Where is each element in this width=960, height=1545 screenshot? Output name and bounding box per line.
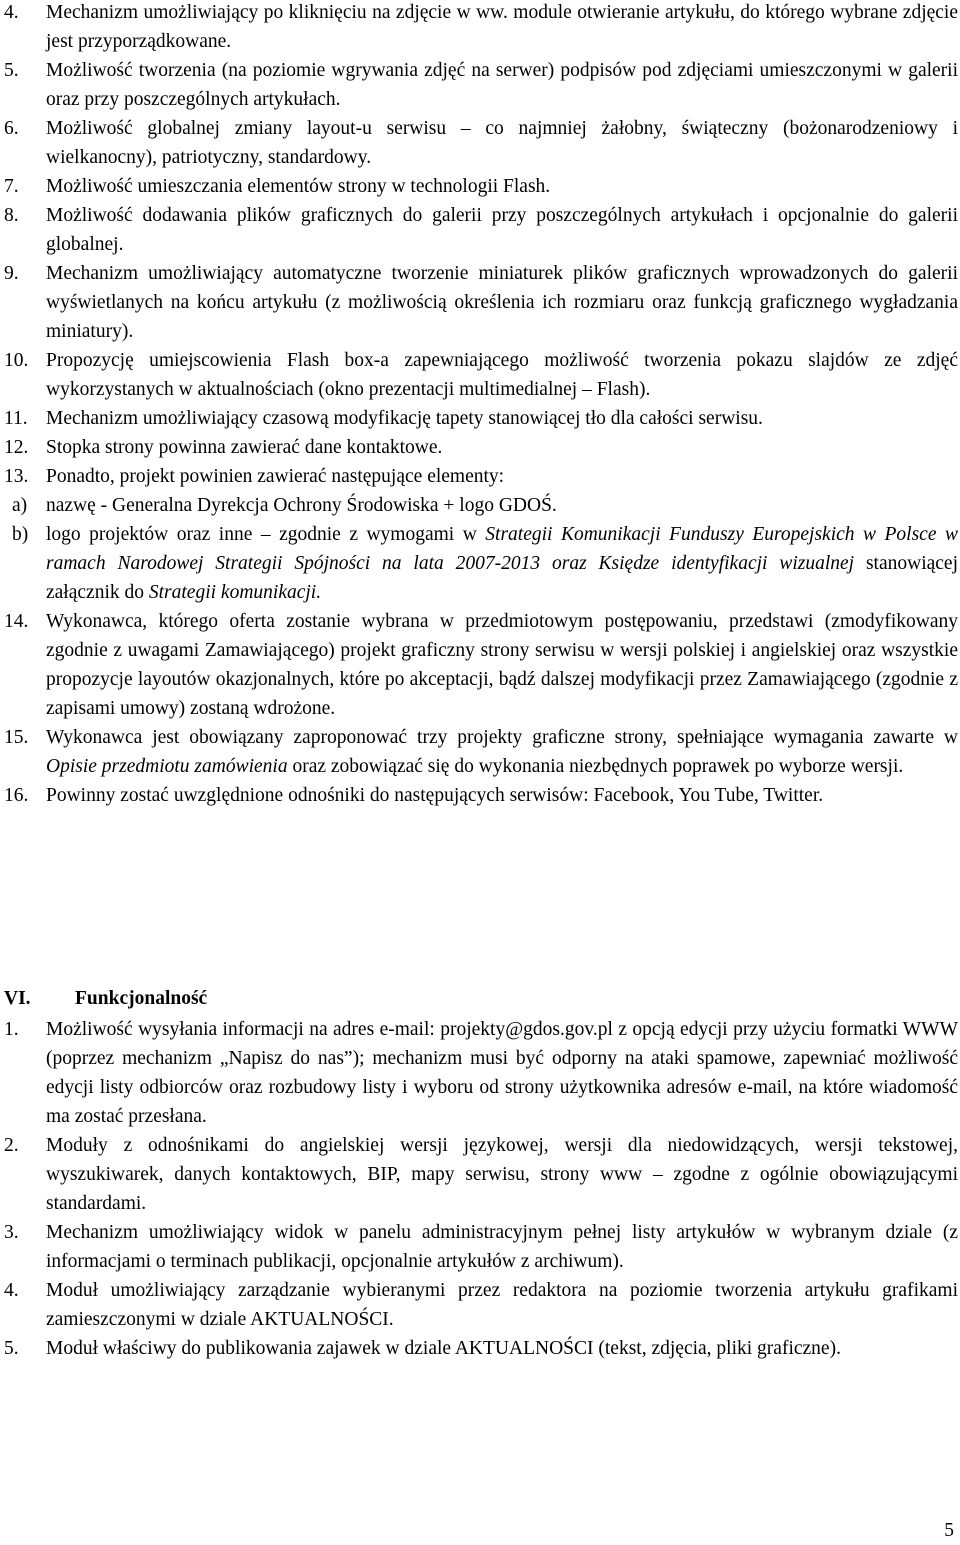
text-run: Wykonawca jest obowiązany zaproponować trzy projekty graficzne strony, spełniające wymagania zawarte w: [46, 727, 958, 748]
item-text: Stopka strony powinna zawierać dane kontaktowe.: [46, 437, 443, 458]
list-item: [0, 781, 958, 810]
italic-text: Opisie przedmiotu zamówienia: [46, 756, 288, 777]
item-number: 8.: [4, 205, 19, 226]
item-number: 13.: [4, 466, 29, 487]
item-text: Moduł umożliwiający zarządzanie wybieranymi przez redaktora na poziomie tworzenia artykułu grafikami zamieszczonymi w dziale AKTUALNOŚCI.: [46, 1280, 958, 1330]
page-number: 5: [944, 1520, 954, 1541]
list-item: [0, 201, 958, 259]
item-number: 14.: [4, 611, 29, 632]
item-number: 3.: [4, 1222, 19, 1243]
item-number: 4.: [4, 1280, 19, 1301]
item-text: Propozycję umiejscowienia Flash box-a zapewniającego możliwość tworzenia pokazu slajdów ze zdjęć wykorzystanych w aktualnościach (okno prezentacji multimedialnej – Flash).: [46, 350, 958, 400]
item-text: Ponadto, projekt powinien zawierać następujące elementy:: [46, 466, 505, 487]
item-text: Możliwość umieszczania elementów strony w technologii Flash.: [46, 176, 551, 197]
item-number: 6.: [4, 118, 19, 139]
item-number: 5.: [4, 1338, 19, 1359]
item-text: Możliwość dodawania plików graficznych do galerii przy poszczególnych artykułach i opcjonalnie do galerii globalnej.: [46, 205, 958, 255]
item-number: 15.: [4, 727, 29, 748]
list-item: [0, 433, 958, 462]
item-text: Możliwość wysyłania informacji na adres e-mail: projekty@gdos.gov.pl z opcją edycji przy użyciu formatki WWW (poprzez mechanizm „Napisz do nas”); mechanizm musi być odporny na ataki spamowe, zapewniać możliwość edycji listy odbiorców oraz rozbudowy listy i wyboru od strony użytkownika adresów e-mail, na które wiadomość ma zostać przesłana.: [46, 1019, 958, 1127]
list-item: [0, 520, 958, 607]
item-text: Mechanizm umożliwiający po kliknięciu na zdjęcie w ww. module otwieranie artykułu, do którego wybrane zdjęcie jest przyporządkowane.: [46, 2, 958, 52]
list-item: [0, 1276, 958, 1334]
item-text: Mechanizm umożliwiający automatyczne tworzenie miniaturek plików graficznych wprowadzonych do galerii wyświetlanych na końcu artykułu (z możliwością określenia ich rozmiaru oraz funkcją graficznego wygładzania miniatury).: [46, 263, 958, 342]
item-text: Wykonawca, którego oferta zostanie wybrana w przedmiotowym postępowaniu, przedstawi (zmodyfikowany zgodnie z uwagami Zamawiającego) projekt graficzny strony serwisu w wersji polskiej i angielskiej oraz wszystkie propozycje layoutów okazjonalnych, które po akceptacji, bądź dalszej modyfikacji przez Zamawiającego (zgodnie z zapisami umowy) zostaną wdrożone.: [46, 611, 958, 719]
item-text: Mechanizm umożliwiający widok w panelu administracyjnym pełnej listy artykułów w wybranym dziale (z informacjami o terminach publikacji, opcjonalnie artykułów z archiwum).: [46, 1222, 958, 1272]
section-heading: [0, 984, 207, 1013]
list-item: [0, 56, 958, 114]
item-text: Możliwość globalnej zmiany layout-u serwisu – co najmniej żałobny, świąteczny (bożonarodzeniowy i wielkanocny), patriotyczny, standardowy.: [46, 118, 958, 168]
section-title: Funkcjonalność: [75, 988, 208, 1009]
list-item: [0, 172, 958, 201]
text-run: logo projektów oraz inne – zgodnie z wymogami w: [46, 524, 486, 545]
item-text: [46, 520, 958, 607]
item-number: 2.: [4, 1135, 19, 1156]
italic-text: Strategii Komunikacji Funduszy Europejskich w Polsce w ramach Narodowej Strategii Spójności na lata 2007-2013 oraz Księdze identyfikacji wizualnej: [46, 524, 958, 574]
list-item: [0, 1218, 958, 1276]
item-number: a): [12, 495, 28, 516]
item-text: [46, 723, 958, 781]
section-number: VI.: [4, 988, 31, 1009]
list-item: [0, 462, 958, 491]
item-number: 12.: [4, 437, 29, 458]
item-number: 9.: [4, 263, 19, 284]
list-item: [0, 607, 958, 723]
list-item: [0, 0, 958, 56]
list-item: [0, 1015, 958, 1131]
list-item: [0, 259, 958, 346]
italic-text: Strategii komunikacji.: [148, 582, 322, 603]
list-item: [0, 346, 958, 404]
item-text: Powinny zostać uwzględnione odnośniki do następujących serwisów: Facebook, You Tube, Twitter.: [46, 785, 824, 806]
text-run: stanowiącej załącznik do: [46, 553, 958, 603]
item-text: Moduł właściwy do publikowania zajawek w dziale AKTUALNOŚCI (tekst, zdjęcia, pliki graficzne).: [46, 1338, 841, 1359]
list-item: [0, 1334, 958, 1363]
list-item: [0, 491, 958, 520]
item-text: Możliwość tworzenia (na poziomie wgrywania zdjęć na serwer) podpisów pod zdjęciami umieszczonymi w galerii oraz przy poszczególnych artykułach.: [46, 60, 958, 110]
item-number: 10.: [4, 350, 29, 371]
text-run: oraz zobowiązać się do wykonania niezbędnych poprawek po wyborze wersji.: [287, 756, 904, 777]
item-number: 5.: [4, 60, 19, 81]
item-text: Moduły z odnośnikami do angielskiej wersji językowej, wersji dla niedowidzących, wersji tekstowej, wyszukiwarek, danych kontaktowych, BIP, mapy serwisu, strony www – zgodne z ogólnie obowiązującymi standardami.: [46, 1135, 958, 1214]
item-text: Mechanizm umożliwiający czasową modyfikację tapety stanowiącej tło dla całości serwisu.: [46, 408, 763, 429]
item-number: 4.: [4, 2, 19, 23]
item-number: 11.: [4, 408, 28, 429]
item-number: 7.: [4, 176, 19, 197]
item-text: nazwę - Generalna Dyrekcja Ochrony Środowiska + logo GDOŚ.: [46, 495, 557, 516]
functionality-list: [0, 1015, 958, 1363]
list-item: [0, 114, 958, 172]
item-number: 16.: [4, 785, 29, 806]
list-item: [0, 1131, 958, 1218]
item-number: b): [12, 524, 29, 545]
list-item: [0, 723, 958, 781]
list-item: [0, 404, 958, 433]
item-number: 1.: [4, 1019, 19, 1040]
